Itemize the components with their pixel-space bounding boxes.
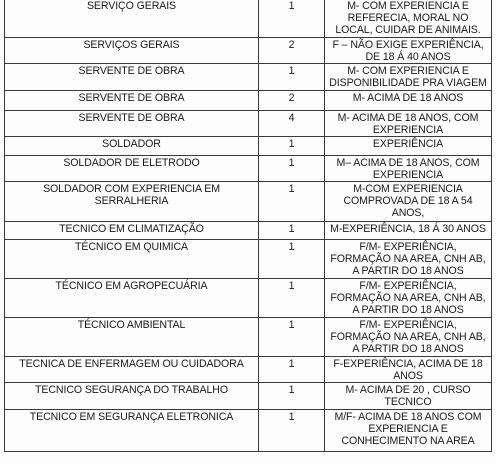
job-title-cell: SERVENTE DE OBRA	[5, 111, 259, 137]
job-title-cell: SOLDADOR COM EXPERIENCIA EM SERRALHERIA	[5, 182, 259, 222]
job-title-cell: TECNICO EM CLIMATIZAÇÃO	[5, 222, 259, 240]
requirements-cell: M- COM EXPERIENCIA E REFERECIA, MORAL NO LOCAL, CUIDAR DE ANIMAIS.	[325, 0, 492, 38]
requirements-cell: F/M- EXPERIÊNCIA, FORMAÇÃO NA AREA, CNH AB, A PARTIR DO 18 ANOS	[325, 279, 492, 318]
job-title-cell: SERVENTE DE OBRA	[5, 91, 259, 111]
requirements-cell: F/M- EXPERIÊNCIA, FORMAÇÃO NA AREA, CNH AB, A PARTIR DO 18 ANOS	[325, 240, 492, 279]
requirements-cell: F/M- EXPERIÊNCIA, FORMAÇÃO NA AREA, CNH AB, A PARTIR DO 18 ANOS	[325, 318, 492, 357]
table-row	[5, 279, 492, 318]
vacancy-count-cell: 1	[259, 0, 325, 38]
vacancy-count-cell: 1	[259, 222, 325, 240]
requirements-cell: M/F- ACIMA DE 18 ANOS COM EXPERIENCIA E CONHECIMENTO NA AREA	[325, 410, 492, 452]
vacancy-count-cell: 1	[259, 318, 325, 357]
table-row	[5, 182, 492, 222]
table-row	[5, 137, 492, 156]
table-row	[5, 318, 492, 357]
table-row	[5, 91, 492, 111]
table-row	[5, 240, 492, 279]
requirements-cell: F-EXPERIÊNCIA, ACIMA DE 18 ANOS	[325, 357, 492, 383]
table-row	[5, 222, 492, 240]
job-title-cell: SOLDADOR DE ELETRODO	[5, 156, 259, 182]
job-title-cell: SERVIÇO GERAIS	[5, 0, 259, 38]
job-title-cell: SERVENTE DE OBRA	[5, 64, 259, 91]
vacancy-count-cell: 1	[259, 357, 325, 383]
table-row	[5, 156, 492, 182]
table-row	[5, 38, 492, 64]
job-title-cell: TECNICA DE ENFERMAGEM OU CUIDADORA	[5, 357, 259, 383]
vacancy-count-cell: 4	[259, 111, 325, 137]
job-title-cell: TÉCNICO EM AGROPECUÁRIA	[5, 279, 259, 318]
table-row	[5, 383, 492, 410]
job-title-cell: SERVIÇOS GERAIS	[5, 38, 259, 64]
requirements-cell: EXPERIÊNCIA	[325, 137, 492, 156]
job-openings-table	[4, 0, 492, 452]
table-row	[5, 64, 492, 91]
requirements-cell: M- ACIMA DE 20 , CURSO TECNICO	[325, 383, 492, 410]
table-row	[5, 0, 492, 38]
vacancy-count-cell: 2	[259, 91, 325, 111]
requirements-cell: M– ACIMA DE 18 ANOS, COM EXPERIENCIA	[325, 156, 492, 182]
job-title-cell: TÉCNICO EM QUIMICA	[5, 240, 259, 279]
requirements-cell: M- ACIMA DE 18 ANOS, COM EXPERIENCIA	[325, 111, 492, 137]
job-title-cell: TÉCNICO AMBIENTAL	[5, 318, 259, 357]
vacancy-count-cell: 1	[259, 156, 325, 182]
vacancy-count-cell: 1	[259, 182, 325, 222]
vacancy-count-cell: 2	[259, 38, 325, 64]
vacancy-count-cell: 1	[259, 383, 325, 410]
requirements-cell: M-EXPERIÊNCIA, 18 Á 30 ANOS	[325, 222, 492, 240]
requirements-cell: M- ACIMA DE 18 ANOS	[325, 91, 492, 111]
job-title-cell: TECNICO SEGURANÇA DO TRABALHO	[5, 383, 259, 410]
requirements-cell: M-COM EXPERIENCIA COMPROVADA DE 18 A 54 ANOS,	[325, 182, 492, 222]
job-title-cell: TECNICO EM SEGURANÇA ELETRONICA	[5, 410, 259, 452]
requirements-cell: F – NÃO EXIGE EXPERIÊNCIA, DE 18 Á 40 ANOS	[325, 38, 492, 64]
vacancy-count-cell: 1	[259, 279, 325, 318]
table-row	[5, 111, 492, 137]
table-row	[5, 410, 492, 452]
vacancy-count-cell: 1	[259, 240, 325, 279]
table-row	[5, 357, 492, 383]
requirements-cell: M- COM EXPERIENCIA E DISPONIBILIDADE PRA VIAGEM	[325, 64, 492, 91]
vacancy-count-cell: 1	[259, 410, 325, 452]
vacancy-count-cell: 1	[259, 137, 325, 156]
job-title-cell: SOLDADOR	[5, 137, 259, 156]
vacancy-count-cell: 1	[259, 64, 325, 91]
